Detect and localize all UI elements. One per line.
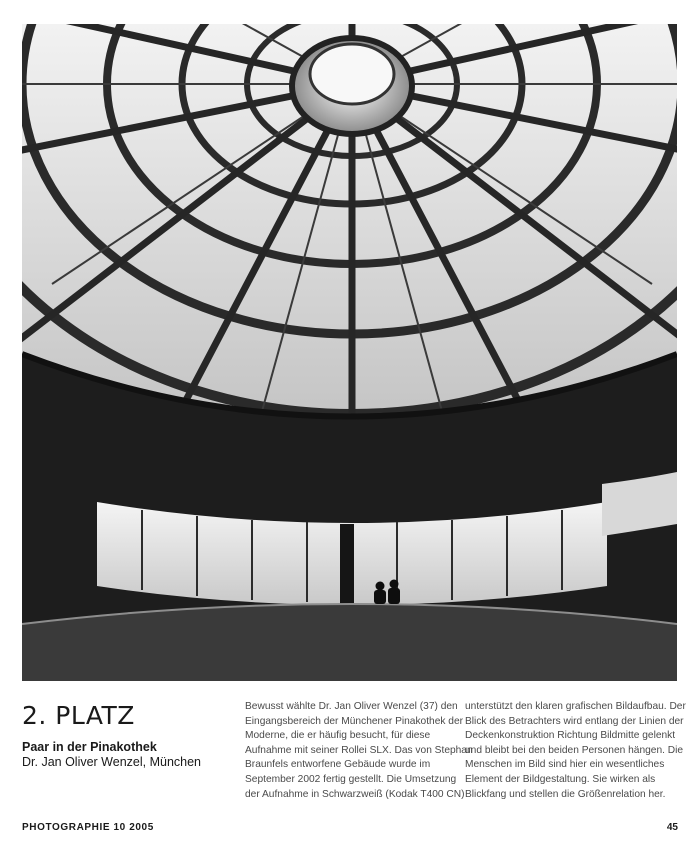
photographer-name: Dr. Jan Oliver Wenzel, München bbox=[22, 755, 202, 769]
rotunda-photograph bbox=[22, 24, 677, 681]
placement-heading: 2. PLATZ bbox=[22, 701, 135, 730]
magazine-issue: PHOTOGRAPHIE 10 2005 bbox=[22, 822, 154, 833]
body-line: Menschen im Bild sind hier ein wesentliches bbox=[465, 759, 665, 771]
body-line: Element der Bildgestaltung. Sie wirken als bbox=[465, 773, 656, 785]
body-line: Aufnahme mit seiner Rollei SLX. Das von Stephan bbox=[245, 744, 473, 756]
body-line: unterstützt den klaren grafischen Bildaufbau. Der bbox=[465, 701, 686, 712]
photo-illustration bbox=[22, 24, 677, 681]
body-line: Blickfang und stellen die Größenrelation her. bbox=[465, 788, 666, 800]
body-line: September 2002 fertig gestellt. Die Umsetzung bbox=[245, 773, 457, 785]
body-line: Deckenkonstruktion Richtung Bildmitte gelenkt bbox=[465, 730, 676, 742]
body-line: Eingangsbereich der Münchener Pinakothek der bbox=[245, 715, 464, 727]
photo-title: Paar in der Pinakothek bbox=[22, 740, 157, 754]
body-line: Braunfels entworfene Gebäude wurde im bbox=[245, 759, 431, 771]
body-line: Blick des Betrachters wird entlang der Linien der bbox=[465, 715, 684, 727]
body-line: Bewusst wählte Dr. Jan Oliver Wenzel (37) den bbox=[245, 701, 458, 712]
body-text-column-1 bbox=[245, 700, 473, 802]
body-line: Moderne, die er häufig besucht, für diese bbox=[245, 730, 431, 742]
body-line: und bleibt bei den beiden Personen hängen. Die bbox=[465, 744, 684, 756]
body-line: der Aufnahme in Schwarzweiß (Kodak T400 CN) bbox=[245, 788, 465, 800]
body-text-column-2 bbox=[465, 700, 686, 802]
page-number: 45 bbox=[666, 822, 678, 833]
